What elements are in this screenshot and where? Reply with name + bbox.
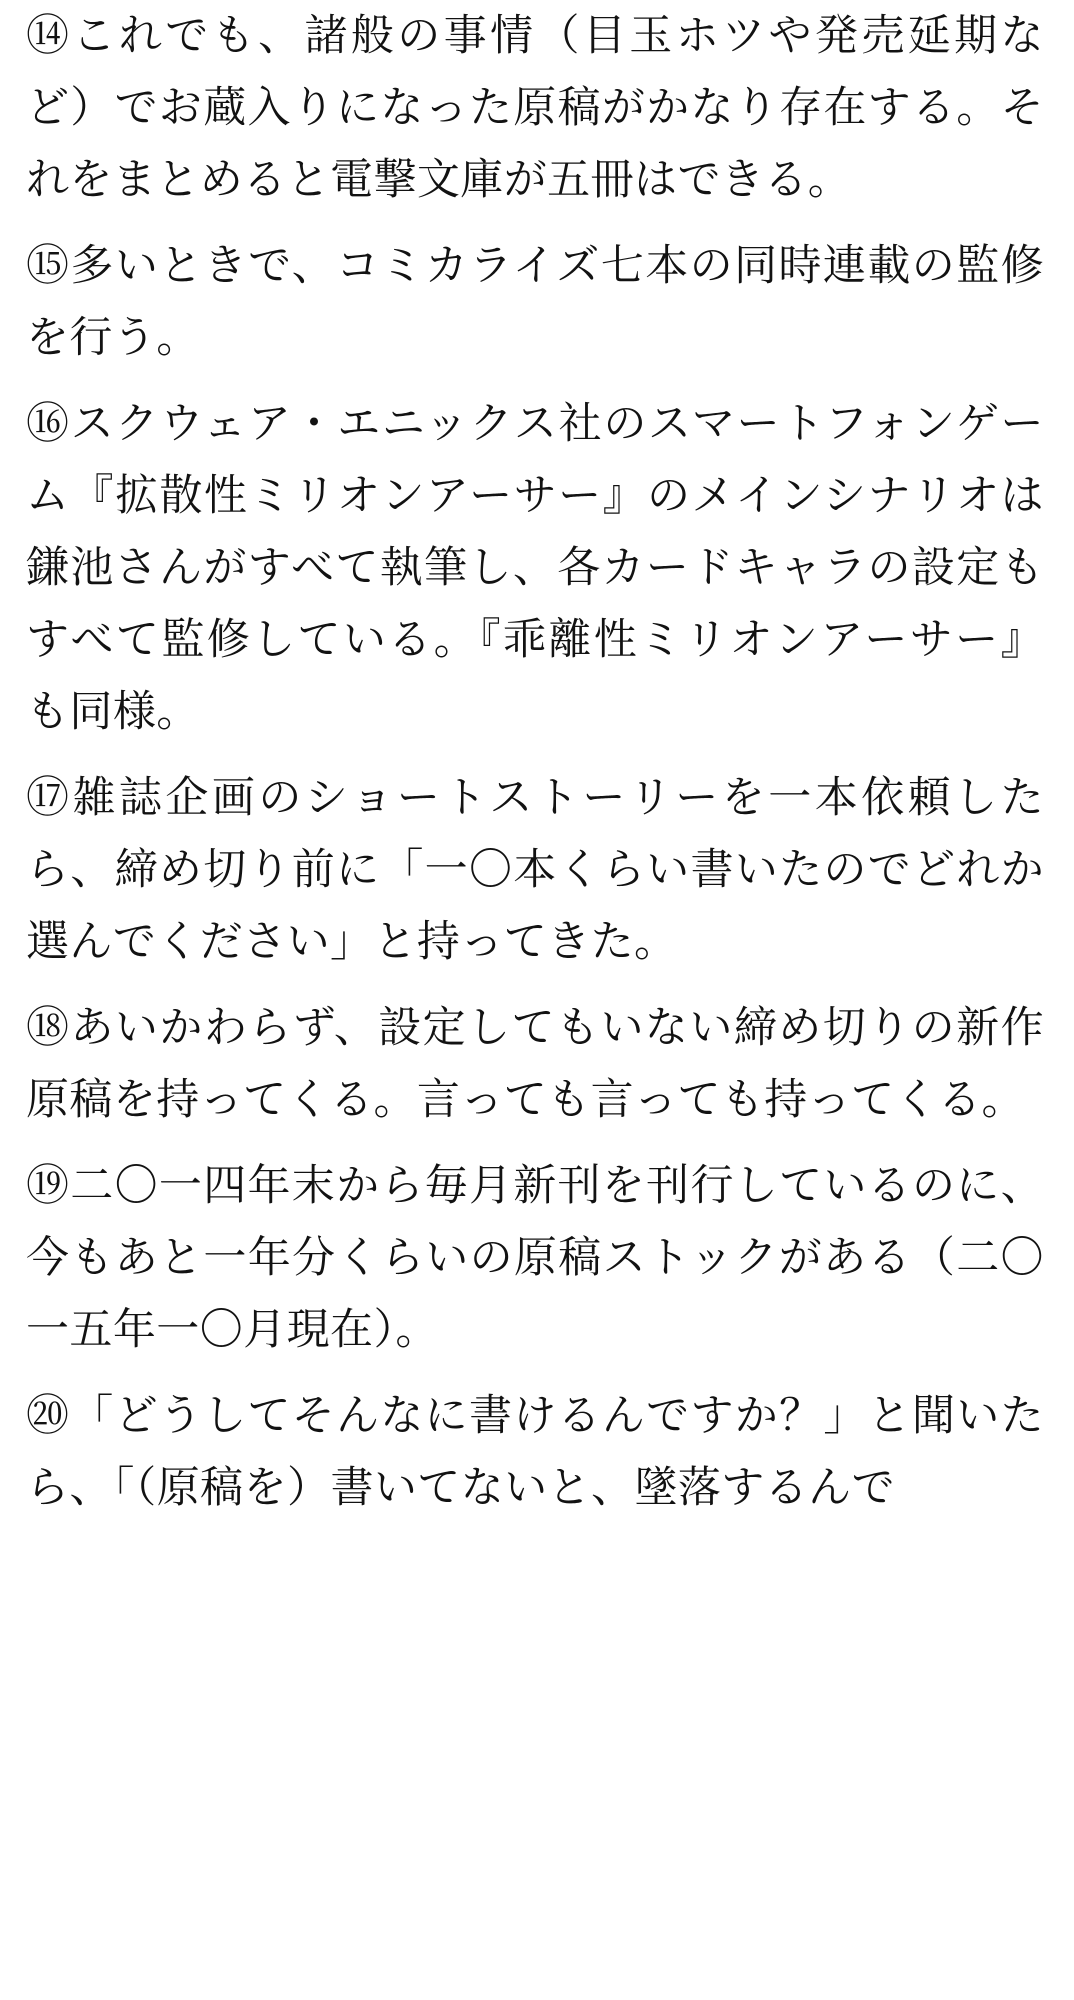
paragraph-item-19: ⑲二〇一四年末から毎月新刊を刊行しているのに、今もあと一年分くらいの原稿ストックがある（二〇一五年一〇月現在）。: [26, 1161, 1044, 1355]
paragraph-item-15: ⑮多いときで、コミカライズ七本の同時連載の監修を行う。: [26, 241, 1044, 363]
paragraph-item-17: ⑰雑誌企画のショートストーリーを一本依頼したら、締め切り前に「一〇本くらい書いたのでどれか選んでください」と持ってきた。: [26, 773, 1044, 967]
paragraph-item-14: ⑭これでも、諸般の事情（目玉ホツや発売延期など）でお蔵入りになった原稿がかなり存在する。それをまとめると電撃文庫が五冊はできる。: [26, 11, 1044, 205]
paragraph-item-20: ⑳「どうしてそんなに書けるんですか？」と聞いたら、「（原稿を）書いてないと、墜落するんで: [26, 1391, 1044, 1513]
paragraph-item-18: ⑱あいかわらず、設定してもいない締め切りの新作原稿を持ってくる。言っても言っても持ってくる。: [26, 1003, 1044, 1125]
article-body: [26, 0, 1044, 1524]
paragraph-item-16: ⑯スクウェア・エニックス社のスマートフォンゲーム『拡散性ミリオンアーサー』のメインシナリオは鎌池さんがすべて執筆し、各カードキャラの設定もすべて監修している。『乖離性ミリオンアーサー』も同様。: [26, 399, 1044, 737]
